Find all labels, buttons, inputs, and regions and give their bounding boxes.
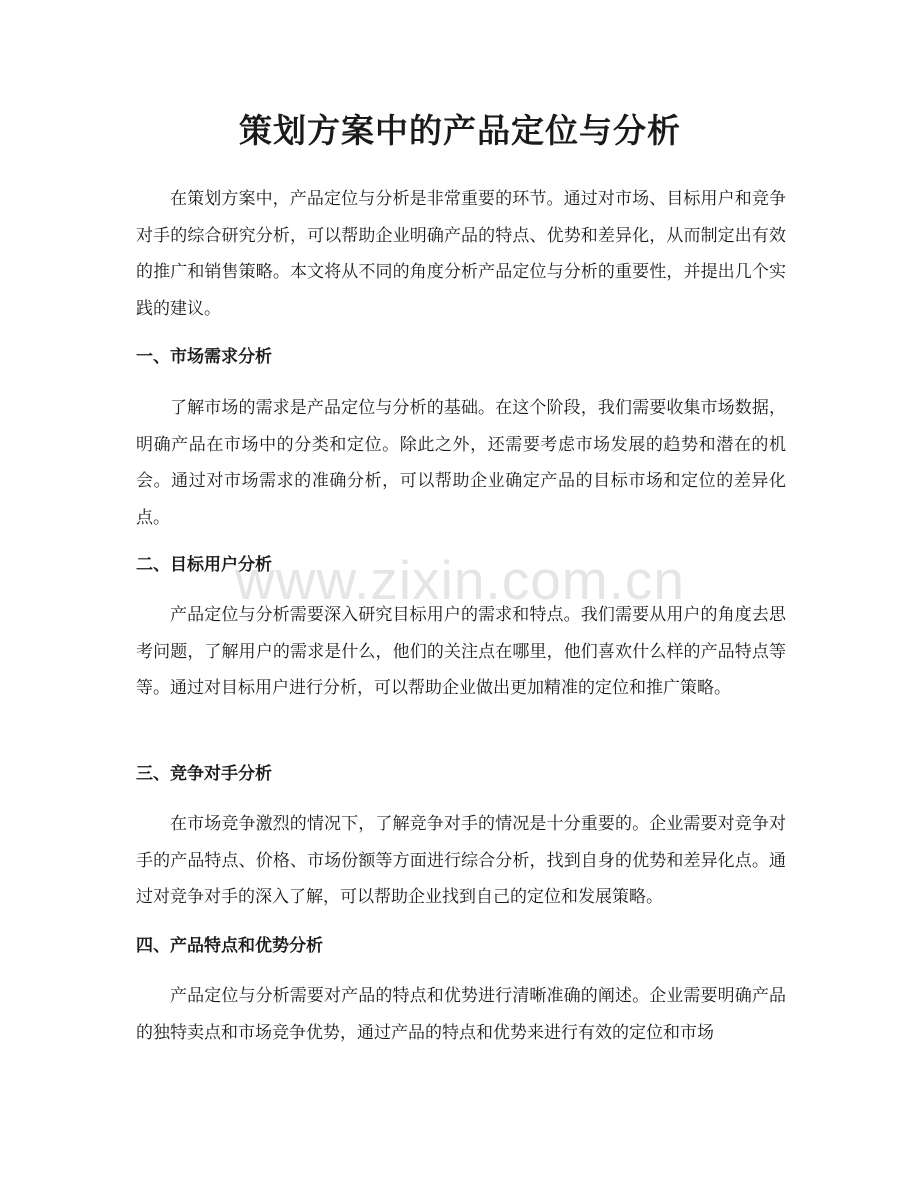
section-heading-product-features: 四、产品特点和优势分析 (136, 936, 323, 956)
section-body-target-users: 产品定位与分析需要深入研究目标用户的需求和特点。我们需要从用户的角度去思考问题，了解用户的需求是什么，他们的关注点在哪里，他们喜欢什么样的产品特点等等。通过对目标用户进行分析，可以帮助企业做出更加精准的定位和推广策略。 (136, 605, 786, 698)
section-heading-competitors: 三、竞争对手分析 (136, 764, 272, 784)
section-body-market-demand: 了解市场的需求是产品定位与分析的基础。在这个阶段，我们需要收集市场数据，明确产品在市场中的分类和定位。除此之外，还需要考虑市场发展的趋势和潜在的机会。通过对市场需求的准确分析，可以帮助企业确定产品的目标市场和定位的差异化点。 (136, 398, 786, 528)
intro-paragraph: 在策划方案中，产品定位与分析是非常重要的环节。通过对市场、目标用户和竞争对手的综合研究分析，可以帮助企业明确产品的特点、优势和差异化，从而制定出有效的推广和销售策略。本文将从不同的角度分析产品定位与分析的重要性，并提出几个实践的建议。 (136, 189, 786, 319)
document-title: 策划方案中的产品定位与分析 (239, 111, 681, 150)
watermark-text: www.zixin.com.cn (235, 549, 685, 611)
section-body-product-features: 产品定位与分析需要对产品的特点和优势进行清晰准确的阐述。企业需要明确产品的独特卖点和市场竞争优势，通过产品的特点和优势来进行有效的定位和市场 (136, 986, 786, 1043)
section-heading-market-demand: 一、市场需求分析 (136, 347, 272, 367)
section-heading-target-users: 二、目标用户分析 (136, 555, 272, 575)
section-body-competitors: 在市场竞争激烈的情况下，了解竞争对手的情况是十分重要的。企业需要对竞争对手的产品特点、价格、市场份额等方面进行综合分析，找到自身的优势和差异化点。通过对竞争对手的深入了解，可以帮助企业找到自己的定位和发展策略。 (136, 814, 786, 907)
